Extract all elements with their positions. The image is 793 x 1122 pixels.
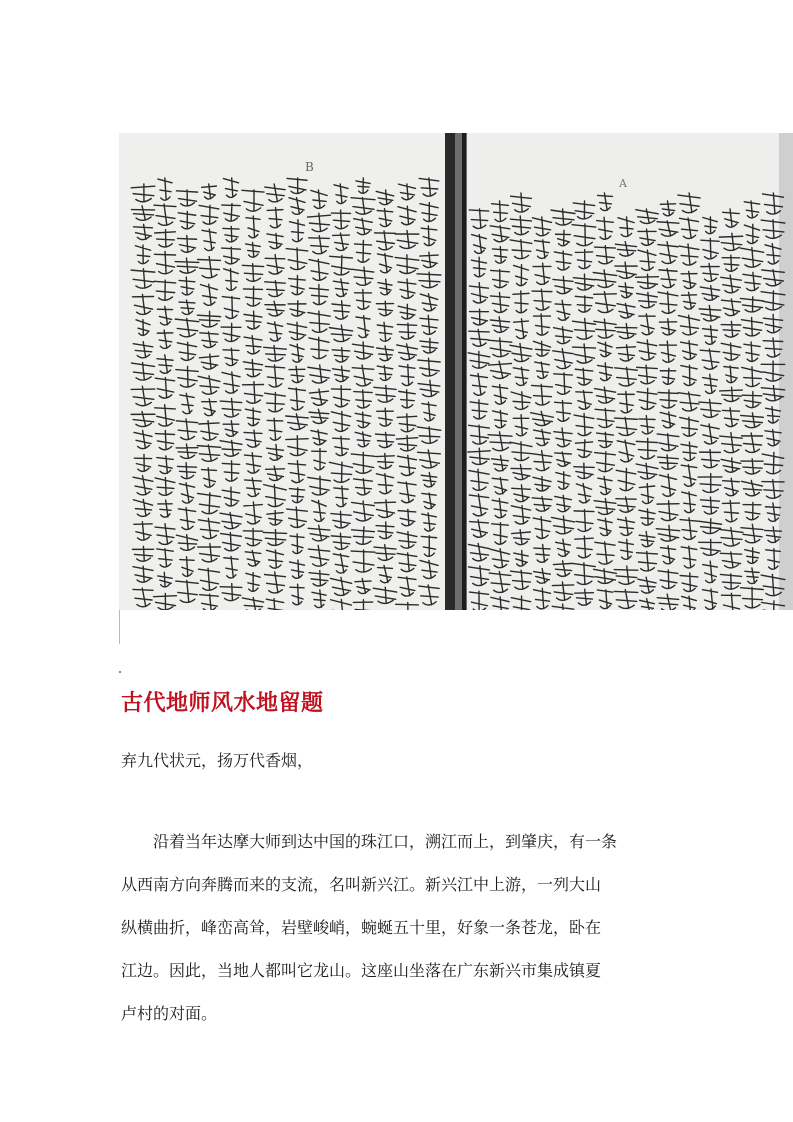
body-line: 沿着当年达摩大师到达中国的珠江口，溯江而上，到肇庆，有一条 — [121, 832, 618, 851]
article-subtitle: 弃九代状元，扬万代香烟， — [121, 751, 314, 770]
article-title: 古代地师风水地留题 — [121, 691, 324, 716]
page-marker-a: A — [619, 177, 627, 190]
body-line: 纵横曲折，峰峦高耸，岩壁峻峭，蜿蜒五十里，好象一条苍龙，卧在 — [121, 918, 602, 937]
body-line: 从西南方向奔腾而来的支流，名叫新兴江。新兴江中上游，一列大山 — [121, 875, 602, 894]
page-marker-b: B — [305, 160, 314, 174]
manuscript-scan — [119, 133, 793, 610]
manuscript-photo — [119, 133, 793, 610]
body-line: 卢村的对面。 — [121, 1004, 218, 1023]
body-line: 江边。因此，当地人都叫它龙山。这座山坐落在广东新兴市集成镇夏 — [121, 961, 602, 980]
image-border-mark — [119, 610, 120, 644]
stray-dot — [119, 671, 121, 673]
article-body — [121, 820, 681, 1035]
